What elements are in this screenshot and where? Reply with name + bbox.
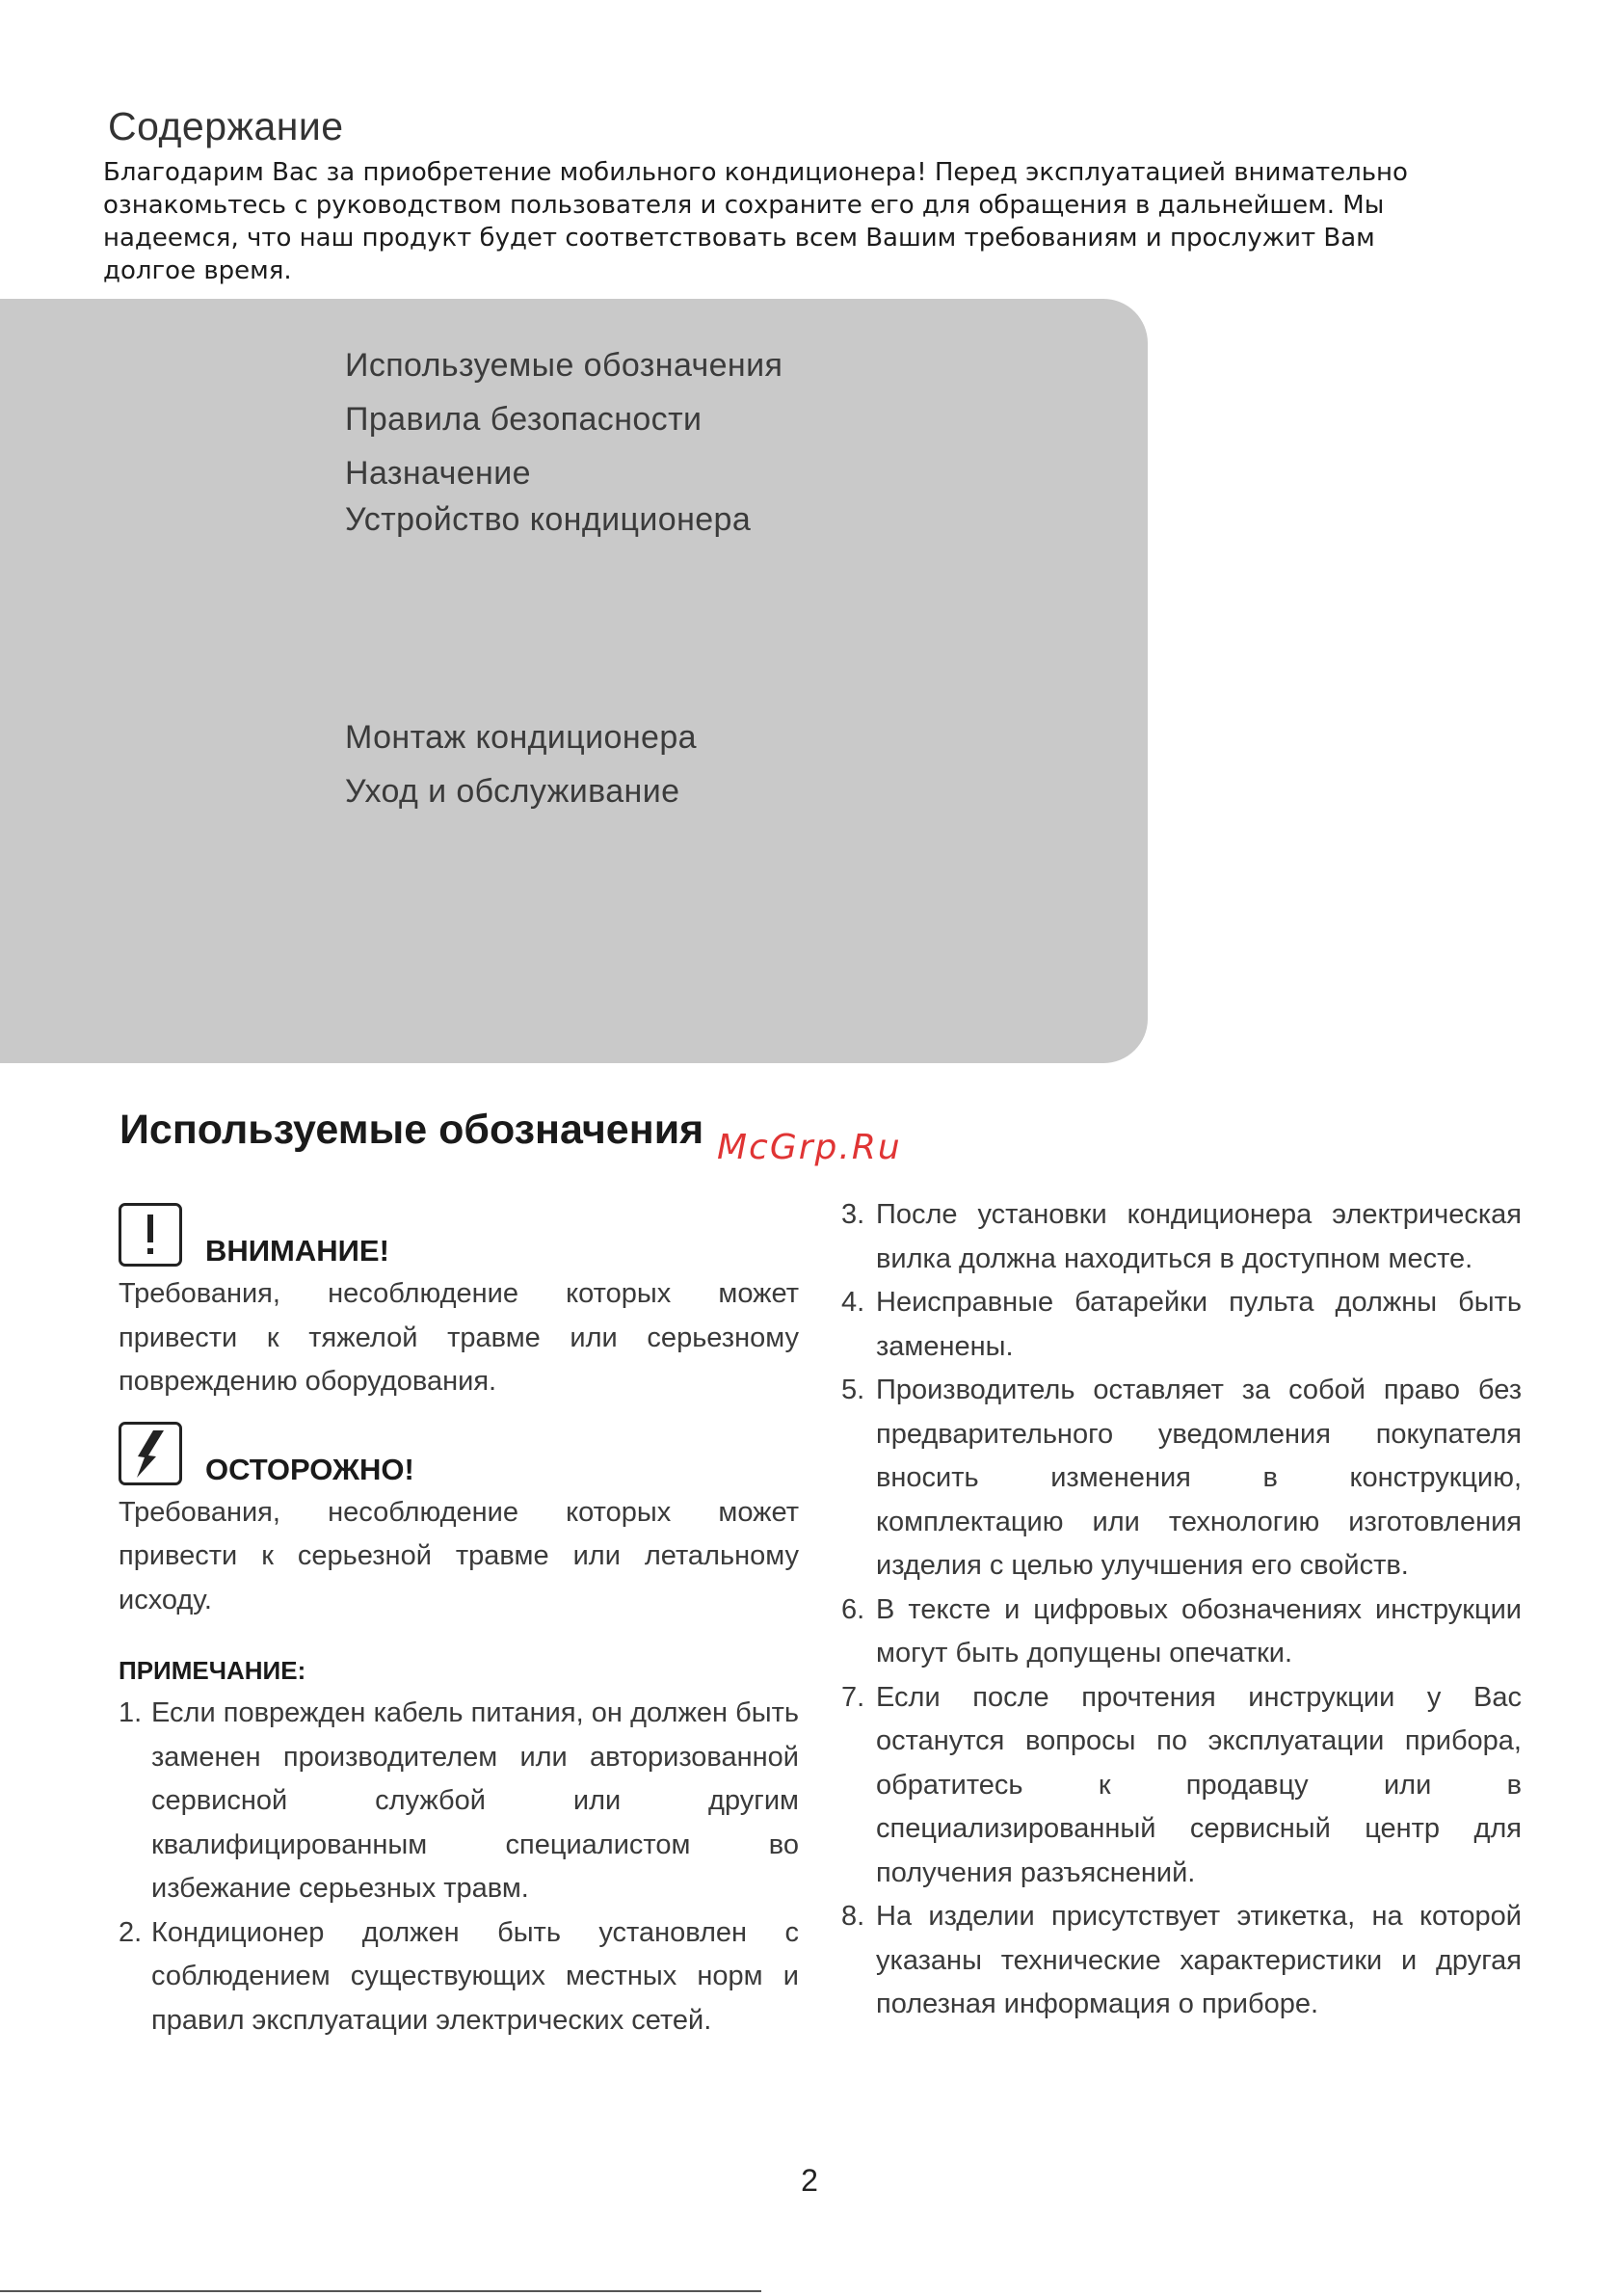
toc-item-safety-rules[interactable]: Правила безопасности — [345, 401, 703, 438]
toc-item-installation[interactable]: Монтаж кондиционера — [345, 719, 697, 756]
left-column — [119, 1203, 799, 2042]
list-item-text: Кондиционер должен быть установлен с соблюдением существующих местных норм и правил эксплуатации электрических сетей. — [151, 1916, 799, 2036]
attention-label: ВНИМАНИЕ! — [205, 1234, 389, 1268]
watermark: McGrp.Ru — [717, 1128, 902, 1167]
list-item — [841, 1369, 1522, 1589]
list-item-number: 7. — [841, 1681, 865, 1713]
list-item — [841, 1895, 1522, 2027]
lightning-icon — [119, 1422, 182, 1485]
bottom-divider — [0, 2290, 761, 2292]
exclamation-icon — [119, 1203, 182, 1267]
list-item — [841, 1281, 1522, 1369]
list-item-text: После установки кондиционера электрическая вилка должна находиться в доступном месте. — [876, 1199, 1522, 1274]
page-heading: Содержание — [108, 104, 344, 148]
section-title: Используемые обозначения — [119, 1107, 704, 1153]
attention-row — [119, 1203, 799, 1272]
list-item-number: 5. — [841, 1375, 865, 1405]
caution-text: Требования, несоблюдение которых может привести к серьезной травме или летальному исходу. — [119, 1496, 799, 1615]
caution-row — [119, 1422, 799, 1491]
table-of-contents — [0, 299, 1148, 1063]
right-column — [841, 1193, 1522, 2027]
list-item — [119, 1911, 799, 2043]
caution-label: ОСТОРОЖНО! — [205, 1452, 414, 1486]
intro-paragraph: Благодарим Вас за приобретение мобильного кондиционера! Перед эксплуатацией внимательно ознакомьтесь с руководством пользователя и сохраните его для обращения в дальнейшем. Мы надеемся, что наш продукт будет соответствовать всем Вашим требованиям и прослужит Вам долгое время. — [103, 158, 1408, 285]
list-item-text: На изделии присутствует этикетка, на которой указаны технические характеристики и другая полезная информация о приборе. — [876, 1901, 1522, 2019]
list-item — [841, 1193, 1522, 1281]
list-item-number: 8. — [841, 1901, 865, 1932]
list-item-text: Производитель оставляет за собой право без предварительного уведомления покупателя вносить изменения в конструкцию, комплектацию или технологию изготовления изделия с целью улучшения его свойств. — [876, 1375, 1522, 1581]
list-item-text: Неисправные батарейки пульта должны быть заменены. — [876, 1287, 1522, 1362]
toc-item-designations[interactable]: Используемые обозначения — [345, 347, 783, 384]
list-item — [119, 1692, 799, 1911]
list-item-text: В тексте и цифровых обозначениях инструкции могут быть допущены опечатки. — [876, 1593, 1522, 1669]
note-title: ПРИМЕЧАНИЕ: — [119, 1656, 306, 1685]
list-item-text: Если после прочтения инструкции у Вас останутся вопросы по эксплуатации прибора, обратитесь к продавцу или в специализированный сервисный центр для получения разъяснений. — [876, 1681, 1522, 1888]
list-item-number: 2. — [119, 1916, 143, 1948]
toc-item-purpose[interactable]: Назначение — [345, 455, 531, 492]
attention-text: Требования, несоблюдение которых может привести к тяжелой травме или серьезному повреждению оборудования. — [119, 1278, 799, 1397]
list-item-number: 6. — [841, 1593, 865, 1625]
list-item — [841, 1589, 1522, 1676]
list-item-number: 3. — [841, 1199, 865, 1230]
list-item-number: 4. — [841, 1287, 865, 1318]
toc-item-maintenance[interactable]: Уход и обслуживание — [345, 773, 680, 810]
page-number: 2 — [801, 2163, 818, 2198]
list-item — [841, 1676, 1522, 1896]
toc-item-device[interactable]: Устройство кондиционера — [345, 501, 752, 538]
list-item-text: Если поврежден кабель питания, он должен быть заменен производителем или авторизованной сервисной службой или другим квалифицированным специалистом во избежание серьезных травм. — [151, 1697, 799, 1904]
list-item-number: 1. — [119, 1697, 143, 1728]
